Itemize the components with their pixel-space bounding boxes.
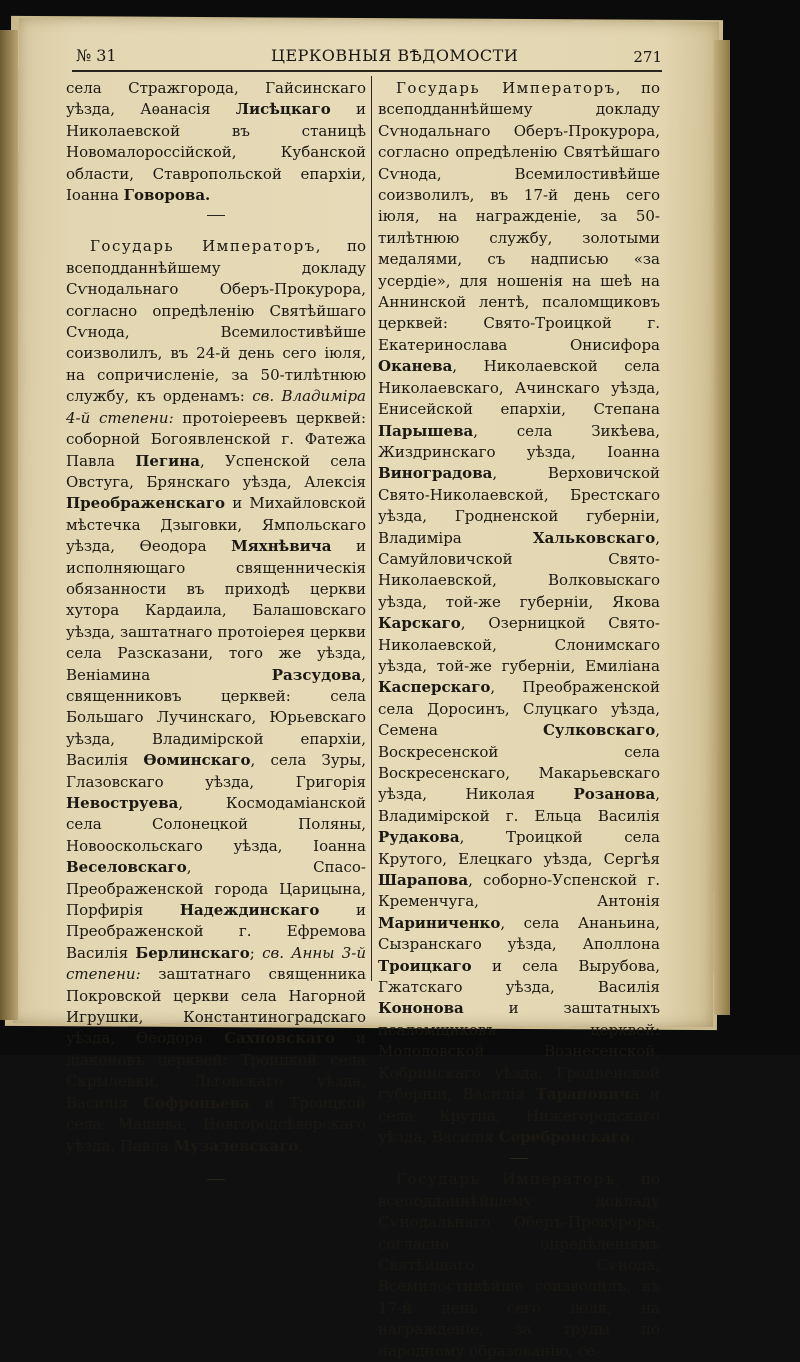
order-name: св. Анны 3-й степени:: [66, 943, 367, 984]
text-run: , Самуйловичской Свято-Николаевской, Волковыскаго уѣзда, той-же губерніи, Якова: [378, 528, 660, 611]
text-run: , по всеподданнѣйшему докладу Сѵнодальнаго Оберъ-Прокурора, согласно опредѣленію Святѣйшаго Сѵнода, Всемилостивѣйше соизволилъ, въ 24-й день сего іюля, на сопричисленіе, за 50-тилѣтнюю службу, къ орденамъ:: [66, 237, 366, 406]
text-run: , по всеподданнѣйшему докладу Сѵнодальнаго Оберъ-Прокурора, согласно опредѣленіямъ Святѣйшаго Сѵнода, Всемилостивѣйше соизволилъ, въ 17-й день сего іюля, на награжденіе, за труды по народному образованію, се-: [378, 1170, 660, 1360]
left-column: [66, 78, 366, 1200]
sovereign-title: Государь Императоръ: [396, 79, 616, 97]
text-run: села Стражгорода, Гайсинскаго уѣзда, Аѳанасія: [66, 79, 366, 119]
surname: Кононова: [378, 999, 464, 1018]
text-run: , Владимірской г. Ельца Василія: [378, 785, 660, 825]
surname: Берлинскаго: [135, 943, 250, 962]
book-spine: [0, 30, 18, 1020]
text-run: , соборно-Успенской г. Кременчуга, Антонія: [378, 871, 660, 911]
text-run: ,: [298, 1136, 304, 1155]
text-run: , села Зикѣева, Жиздринскаго уѣзда, Іоанна: [378, 421, 660, 461]
surname: Сулковскаго: [542, 721, 656, 740]
text-run: , Воскресенской села Воскресенскаго, Макарьевскаго уѣзда, Николая: [378, 721, 660, 804]
left-paragraph-1: [66, 78, 366, 206]
page-number: 271: [633, 48, 662, 66]
surname: Касперскаго: [378, 678, 491, 697]
right-paragraph-1: [378, 78, 660, 1148]
text-run: а и села Крутца, Нижегородскаго уѣзда, Василія: [378, 1085, 660, 1146]
text-run: протоіереевъ церквей: соборной Богоявленской г. Фатежа Павла: [66, 408, 366, 470]
text-run: , Троицкой села Крутого, Елецкаго уѣзда, Сергѣя: [378, 828, 660, 868]
right-column: [378, 78, 660, 1362]
surname: Музалевскаго: [173, 1136, 299, 1155]
text-run: , Озерницкой Свято-Николаевской, Слонимскаго уѣзда, той-же губерніи, Емиліана: [378, 614, 660, 675]
text-run: и исполняющаго священническія обязанности въ приходѣ церкви хутора Кардаила, Балашовскаго уѣзда, заштатнаго протоіерея церкви села Разсказани, того же уѣзда, Веніамина: [66, 537, 366, 684]
text-run: , Николаевской села Николаевскаго, Ачинскаго уѣзда, Енисейской епархіи, Степана: [378, 357, 660, 419]
section-separator: [207, 1179, 225, 1180]
text-run: и Троицкой села Машева, Новгородсѣверскаго уѣзда, Павла: [66, 1093, 366, 1155]
text-run: , Верховичской Свято-Николаевской, Брестскаго уѣзда, Гродненской губерніи, Владиміра: [378, 464, 660, 547]
text-run: , священниковъ церквей: села Большаго Лучинскаго, Юрьевскаго уѣзда, Владимірской епархіи, Василія: [66, 665, 366, 770]
surname: Таранович: [535, 1085, 631, 1104]
sovereign-title: Государь Императоръ: [90, 237, 316, 256]
surname: Оканева: [378, 357, 453, 376]
surname: Лисѣцкаго: [235, 100, 331, 119]
surname: Мариниченко: [378, 913, 501, 932]
text-run: , по всеподданнѣйшему докладу Сѵнодальнаго Оберъ-Прокурора, согласно опредѣленію Святѣйшаго Сѵнода, Всемилостивѣйше соизволилъ, въ 17-й день сего іюля, на награжденіе, за 50-тилѣтнюю службу, золотыми медалями, съ надписью «за усердіе», для ношенія на шеѣ на Аннинской лентѣ, псаломщиковъ церквей: Свято-Троицкой г. Екатеринослава Онисифора: [378, 79, 660, 354]
surname: Розанова: [573, 785, 656, 804]
surname: Надеждинскаго: [179, 901, 320, 920]
surname: Карскаго: [378, 614, 461, 633]
surname: Мяхнѣвича: [231, 537, 332, 556]
section-separator: [510, 1158, 528, 1159]
surname: Веселовскаго: [66, 858, 187, 877]
running-header: [76, 42, 662, 70]
surname: Разсудова: [271, 665, 362, 684]
journal-title: ЦЕРКОВНЫЯ ВѢДОМОСТИ: [271, 46, 519, 65]
surname: Троицкаго: [378, 956, 472, 975]
header-rule: [72, 70, 662, 72]
surname: Сахновскаго: [224, 1029, 335, 1048]
text-run: и Николаевской въ станицѣ Новомалороссійской, Кубанской области, Ставропольской епархіи, Іоанна: [66, 100, 366, 205]
surname: Говорова.: [123, 186, 211, 205]
surname: Хальковскаго: [532, 528, 656, 547]
surname: Серебровскаго: [498, 1127, 631, 1146]
surname: Парышева: [378, 421, 474, 440]
text-run: и Преображенской г. Ефремова Василія: [66, 901, 366, 962]
text-run: и Михайловской мѣстечка Дзыговки, Ямпольскаго уѣзда, Ѳеодора: [66, 494, 366, 556]
section-separator: [207, 215, 225, 216]
surname: Ѳоминскаго: [143, 751, 251, 770]
right-paragraph-2: [378, 1169, 660, 1362]
left-paragraph-2: [66, 236, 366, 1156]
text-run: , Космодаміанской села Солонецкой Поляны, Новооскольскаго уѣзда, Іоанна: [66, 794, 366, 855]
text-run: , Спасо-Преображенской города Царицына, Порфирія: [66, 858, 366, 920]
surname: Виноградова: [378, 464, 493, 483]
text-run: и заштатныхъ псаломщиковъ церквей: Молодовской Вознесенской, Кобринскаго уѣзда, Гродненской губерніи, Василія: [378, 999, 660, 1104]
sovereign-title: Государь Императоръ: [396, 1170, 616, 1189]
text-run: ;: [249, 943, 263, 962]
surname: Софроньева: [142, 1093, 250, 1112]
page-edge: [714, 40, 730, 1015]
surname: Рудакова: [378, 828, 460, 847]
text-run: и села Вырубова, Гжатскаго уѣзда, Василія: [378, 956, 660, 997]
text-run: , Успенской села Овстуга, Брянскаго уѣзда, Алексія: [66, 451, 366, 491]
text-run: , села Ананьина, Сызранскаго уѣзда, Аполлона: [378, 913, 660, 954]
text-run: .: [630, 1127, 635, 1146]
surname: Пегина: [135, 451, 200, 470]
issue-number: № 31: [76, 46, 117, 65]
text-run: , села Зуры, Глазовскаго уѣзда, Григорія: [66, 751, 366, 791]
text-run: , Преображенской села Доросинъ, Слуцкаго уѣзда, Семена: [378, 678, 660, 740]
surname: Преображенскаго: [66, 494, 225, 513]
text-run: и діаконовъ церквей: Троицкой села Скрылевки, Льговскаго уѣзда, Василія: [66, 1029, 366, 1112]
column-divider: [371, 76, 372, 981]
text-run: заштатнаго священника Покровской церкви села Нагорной Игрушки, Константиноградскаго уѣзда, Ѳеодора: [66, 965, 366, 1048]
surname: Шарапова: [378, 871, 469, 890]
order-name: св. Владиміра 4-й степени:: [66, 387, 366, 427]
surname: Невоструева: [66, 794, 179, 812]
